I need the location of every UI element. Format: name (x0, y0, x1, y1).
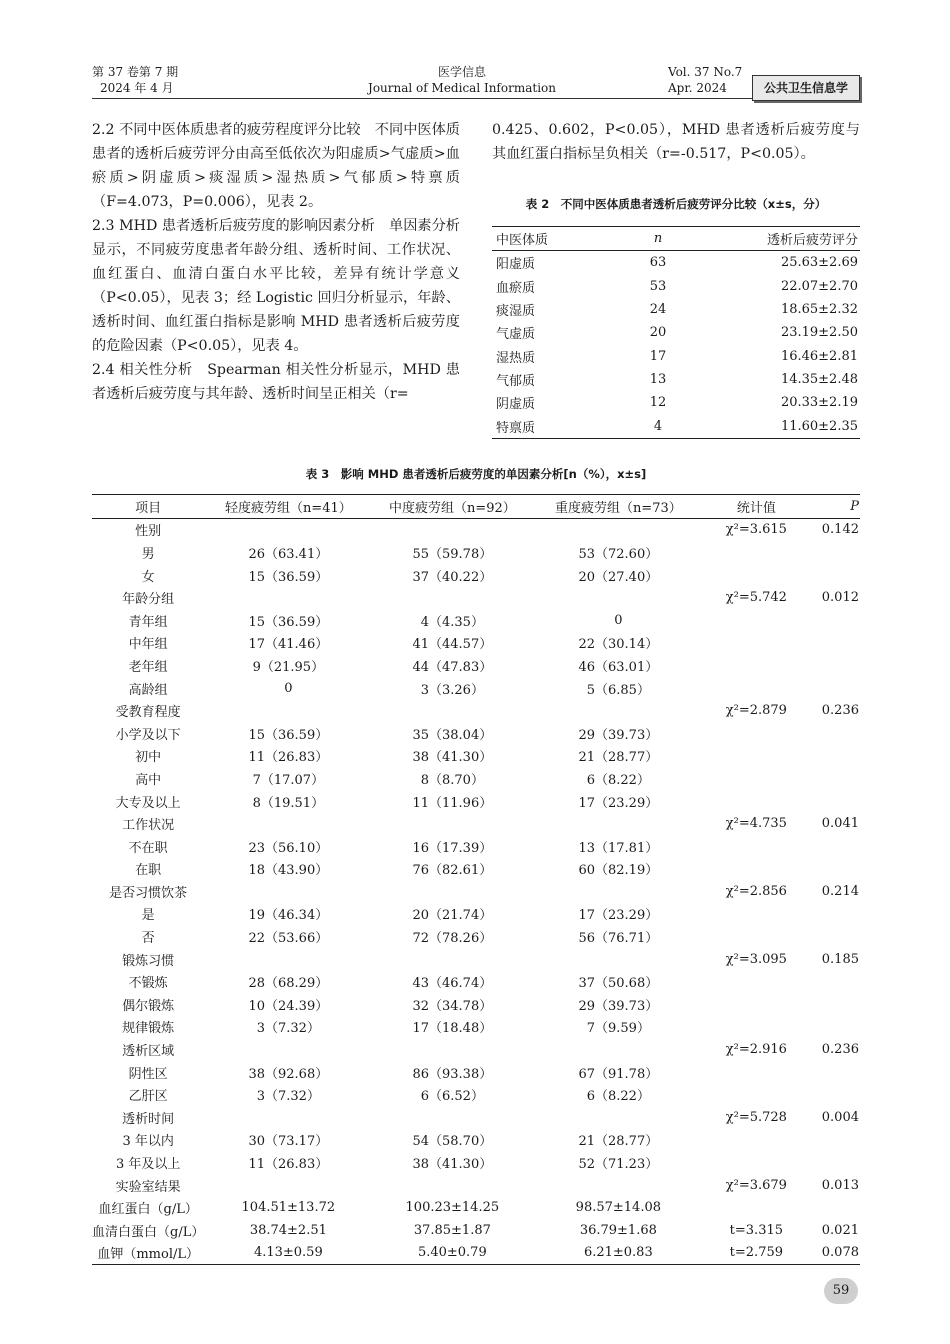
table3-row-cell (704, 835, 808, 858)
table3-row (92, 1196, 860, 1219)
table3-row (92, 903, 860, 926)
table3-row-cell (808, 541, 860, 564)
table3-row-cell (704, 858, 808, 881)
table3-row (92, 1061, 860, 1084)
table3-row-cell (704, 722, 808, 745)
table3-row-cell (704, 745, 808, 768)
table3-row-cell: 53（72.60） (578, 546, 659, 562)
table3-row-cell (372, 699, 532, 722)
table3-row-cell: 高龄组 (128, 682, 168, 698)
table3-row-cell: 男 (141, 546, 155, 562)
table3-row-cell (808, 858, 860, 881)
table2-row-cell: 23.19±2.50 (780, 325, 858, 341)
table3-row-cell (808, 722, 860, 745)
table3-row-cell (372, 812, 532, 835)
table3-row-cell (532, 1174, 704, 1197)
table2-row (492, 344, 860, 367)
table3-row-cell (808, 1016, 860, 1039)
table3-row-cell: χ²=2.916 (725, 1042, 787, 1058)
table3-row-cell: 13（17.81） (578, 840, 659, 856)
table3-row-cell (372, 948, 532, 971)
header-rule (92, 98, 858, 99)
table3 (92, 494, 860, 1265)
table3-row-cell: 26（63.41） (248, 546, 329, 562)
table3-row-cell: 锻炼习惯 (122, 953, 175, 969)
table3-row-cell: 98.57±14.08 (575, 1200, 661, 1216)
table3-row-cell: χ²=3.679 (725, 1177, 787, 1193)
section-badge: 公共卫生信息学 (752, 75, 860, 101)
table3-row-cell: 20（21.74） (412, 908, 493, 924)
table3-row-cell (372, 880, 532, 903)
table3-row-cell: 3 年及以上 (115, 1157, 181, 1173)
table3-row (92, 1038, 860, 1061)
table3-caption: 表 3 影响 MHD 患者透析后疲劳度的单因素分析[n（%），x±s] (305, 467, 647, 481)
table3-row-cell: t=3.315 (729, 1222, 784, 1238)
table3-row-cell: 104.51±13.72 (241, 1200, 336, 1216)
table3-row-cell: 老年组 (128, 659, 168, 675)
table3-row-cell: 受教育程度 (115, 705, 181, 721)
table3-row-cell (704, 1151, 808, 1174)
table3-row-cell: 6.21±0.83 (532, 1242, 704, 1265)
table3-row-cell: 6（8.22） (586, 1089, 650, 1105)
table3-row (92, 858, 860, 881)
table3-row-cell (808, 970, 860, 993)
table3-row (92, 654, 860, 677)
table3-row-cell: 28（68.29） (248, 976, 329, 992)
table3-row-cell (532, 518, 704, 541)
table3-row-cell (704, 790, 808, 813)
table3-header: P (808, 495, 860, 519)
table3-row (92, 745, 860, 768)
table3-row (92, 790, 860, 813)
table3-row (92, 1151, 860, 1174)
table3-row-cell (204, 586, 372, 609)
table3-row-cell (808, 1061, 860, 1084)
table3-row-cell (808, 790, 860, 813)
table2-row (492, 414, 860, 438)
table3-row-cell (372, 1106, 532, 1129)
table3-row-cell: 21（28.77） (578, 1134, 659, 1150)
table3-row-cell: 43（46.74） (412, 976, 493, 992)
table3-row-cell: 阴性区 (128, 1066, 168, 1082)
table3-header: 轻度疲劳组（n=41） (204, 495, 372, 519)
table3-row-cell (808, 903, 860, 926)
table3-row-cell: 72（78.26） (412, 931, 493, 947)
table3-row-cell: 20（27.40） (578, 569, 659, 585)
table3-row-cell (204, 1174, 372, 1197)
table3-row-cell: 11（11.96） (412, 795, 493, 811)
header-volume: 第 37 卷第 7 期 2024 年 4 月 (92, 65, 179, 95)
table3-row-cell: 16（17.39） (412, 840, 493, 856)
table2-row (492, 298, 860, 321)
table3-row-cell: 是 (141, 908, 155, 924)
table3-row-cell: 17（23.29） (578, 795, 659, 811)
table2-row-cell: 63 (649, 255, 667, 271)
table3-row (92, 925, 860, 948)
table3-row-cell (704, 993, 808, 1016)
table2-row (492, 275, 860, 298)
table3-row-cell: 大专及以上 (115, 795, 181, 811)
table3-row-cell: 60（82.19） (578, 863, 659, 879)
table3-row-cell: 性别 (135, 524, 162, 540)
table3-row-cell (532, 699, 704, 722)
table3-row-cell: 0.012 (821, 590, 859, 606)
table3-row-cell: 11（26.83） (248, 1157, 329, 1173)
table3-row-cell: 38（92.68） (248, 1066, 329, 1082)
table3-row-cell: 29（39.73） (578, 998, 659, 1014)
table2-row-cell: 53 (649, 278, 667, 294)
table3-row-cell (808, 745, 860, 768)
table3-row-cell (532, 948, 704, 971)
table3-row-cell: χ²=2.856 (725, 883, 787, 899)
table3-row (92, 1083, 860, 1106)
table3-row-cell: χ²=2.879 (725, 703, 787, 719)
table3-row-cell (808, 654, 860, 677)
table3-row-cell: 血钾（mmol/L） (92, 1242, 204, 1265)
table3-row-cell: 乙肝区 (128, 1089, 168, 1105)
table2-row-cell: 气虚质 (496, 327, 536, 343)
table3-row-cell (808, 1083, 860, 1106)
table3-row-cell: 透析时间 (122, 1111, 175, 1127)
table3-row (92, 880, 860, 903)
table3-row-cell: 29（39.73） (578, 727, 659, 743)
table3-row-cell (704, 677, 808, 700)
table3-row-cell: 19（46.34） (248, 908, 329, 924)
table3-row-cell (204, 812, 372, 835)
table3-row-cell: 0.142 (821, 522, 859, 538)
table3-row-cell: 0.021 (821, 1222, 859, 1238)
table2-row-cell: 13 (649, 371, 667, 387)
table2-row-cell: 20 (649, 325, 667, 341)
table3-row-cell (204, 948, 372, 971)
table3-row (92, 1174, 860, 1197)
table3-row-cell: 中年组 (128, 637, 168, 653)
table2-row (492, 368, 860, 391)
table3-row-cell: 17（18.48） (412, 1021, 493, 1037)
table3-row-cell: 38.74±2.51 (249, 1222, 327, 1238)
paragraph-2-4: 2.4 相关性分析 Spearman 相关性分析显示，MHD 患者透析后疲劳度与其年龄、透析时间呈正相关（r= (92, 362, 460, 402)
table3-row-cell (704, 1083, 808, 1106)
table3-row-cell: 54（58.70） (412, 1134, 493, 1150)
table3-row-cell (704, 541, 808, 564)
table2-row-cell: 湿热质 (496, 350, 536, 366)
table3-row-cell: 透析区域 (122, 1044, 175, 1060)
table3-row-cell (704, 1016, 808, 1039)
header-issue: Vol. 37 No.7 Apr. 2024 (668, 65, 743, 95)
table3-row-cell: 5.40±0.79 (372, 1242, 532, 1265)
table3-row-cell (808, 1151, 860, 1174)
table2-row-cell: 4 (616, 414, 700, 438)
table2-row (492, 251, 860, 275)
table3-row-cell: 在职 (135, 863, 162, 879)
table3-row-cell: 7（17.07） (252, 772, 325, 788)
table3-row-cell: 38（41.30） (412, 1157, 493, 1173)
table3-row-cell (704, 1129, 808, 1152)
table3-row-cell: 67（91.78） (578, 1066, 659, 1082)
table3-row-cell: 4.13±0.59 (204, 1242, 372, 1265)
table3-row-cell: 37（40.22） (412, 569, 493, 585)
table3-row-cell: 工作状况 (122, 818, 175, 834)
table3-row-cell: 0.236 (821, 1042, 859, 1058)
table3-row-cell: 32（34.78） (412, 998, 493, 1014)
table3-row-cell: 3（3.26） (420, 682, 484, 698)
table3-row (92, 812, 860, 835)
table3-row-cell (808, 1196, 860, 1219)
table2-row-cell: 11.60±2.35 (700, 414, 860, 438)
table3-row-cell: 3 年以内 (122, 1134, 174, 1150)
table3-row-cell: 23（56.10） (248, 840, 329, 856)
table3-row-cell (704, 632, 808, 655)
table3-row-cell: 7（9.59） (586, 1021, 650, 1037)
table3-row-cell: 血红蛋白（g/L） (98, 1202, 198, 1218)
paragraph-2-3: 2.3 MHD 患者透析后疲劳度的影响因素分析 单因素分析显示，不同疲劳度患者年龄分组、透析时间、工作状况、血红蛋白、血清白蛋白水平比较，差异有统计学意义（P<0.05），见表 3；经 Logistic 回归分析显示，年龄、透析时间、血红蛋白指标是影响 MHD 患者透析后疲劳度的危险因素（P<0.05），见表 4。 (92, 218, 460, 354)
table3-row-cell: 35（38.04） (412, 727, 493, 743)
table3-row-cell: 0.185 (821, 951, 859, 967)
table3-row-cell (372, 1038, 532, 1061)
table3-row-cell (532, 1106, 704, 1129)
table3-row-cell: χ²=3.615 (725, 522, 787, 538)
table3-row (92, 767, 860, 790)
table3-row-cell (808, 925, 860, 948)
table3-row-cell: 实验室结果 (115, 1179, 181, 1195)
table3-row (92, 993, 860, 1016)
table3-row-cell (204, 880, 372, 903)
table3-row-cell: 22（53.66） (248, 931, 329, 947)
table3-row (92, 722, 860, 745)
table3-row-cell: 不在职 (128, 840, 168, 856)
table2-row-cell: 气郁质 (496, 373, 536, 389)
table3-row-cell: 3（7.32） (256, 1089, 320, 1105)
table3-row-cell: 年龄分组 (122, 592, 175, 608)
table3-header-row (92, 495, 860, 519)
table3-row (92, 541, 860, 564)
table3-row-cell: 初中 (135, 750, 162, 766)
table2-row-cell: 20.33±2.19 (780, 395, 858, 411)
table3-row (92, 948, 860, 971)
table3-row-cell (808, 835, 860, 858)
table2-header: 透析后疲劳评分 (700, 227, 860, 251)
table3-row-cell (204, 1038, 372, 1061)
table3-row-cell (704, 609, 808, 632)
table2-row-cell: 22.07±2.70 (780, 278, 858, 294)
table3-row-cell: 0.004 (821, 1109, 859, 1125)
table3-row-cell: 15（36.59） (248, 569, 329, 585)
table2-row-cell: 24 (649, 302, 667, 318)
table3-header: 重度疲劳组（n=73） (532, 495, 704, 519)
table2-row-cell: 14.35±2.48 (780, 371, 858, 387)
table3-row-cell (808, 993, 860, 1016)
table3-row (92, 586, 860, 609)
table3-row-cell (532, 586, 704, 609)
table3-row (92, 1106, 860, 1129)
table3-row-cell (704, 925, 808, 948)
table2-row-cell: 血瘀质 (496, 280, 536, 296)
table2-row-cell: 阳虚质 (496, 257, 536, 273)
table3-row-cell (808, 632, 860, 655)
table3-row-cell: t=2.759 (704, 1242, 808, 1265)
table3-row-cell: 0 (614, 612, 623, 628)
table3-row (92, 632, 860, 655)
table3-row-cell: 37（50.68） (578, 976, 659, 992)
table3-row-cell: 44（47.83） (412, 659, 493, 675)
table3-row-cell (704, 767, 808, 790)
table3-row-cell: 0.041 (821, 816, 859, 832)
table3-row-cell: 10（24.39） (248, 998, 329, 1014)
paragraph-2-4-continued: 0.425、0.602，P<0.05），MHD 患者透析后疲劳度与其血红蛋白指标呈负相关（r=-0.517，P<0.05）。 (492, 122, 860, 162)
table3-row-cell: 46（63.01） (578, 659, 659, 675)
table3-row-cell: 0.013 (821, 1177, 859, 1193)
table3-row-cell: 女 (141, 569, 155, 585)
right-column (492, 118, 860, 166)
table2-row-cell: 阴虚质 (496, 397, 536, 413)
table3-row-cell: 否 (141, 931, 155, 947)
table3-row (92, 970, 860, 993)
table3-row (92, 699, 860, 722)
left-column (92, 118, 460, 406)
table2-header-row (492, 227, 860, 251)
table3-row-cell (704, 970, 808, 993)
table2 (492, 226, 860, 439)
table3-row-cell: 30（73.17） (248, 1134, 329, 1150)
table3-row-cell (808, 564, 860, 587)
table2-row (492, 321, 860, 344)
header-journal: 医学信息 Journal of Medical Information (368, 65, 556, 95)
table3-row-cell: 21（28.77） (578, 750, 659, 766)
table3-row (92, 1219, 860, 1242)
table3-row-cell (372, 586, 532, 609)
table3-row-cell: 不锻炼 (128, 976, 168, 992)
table3-row-cell: 41（44.57） (412, 637, 493, 653)
table3-row-cell (704, 564, 808, 587)
table3-row-cell: 17（23.29） (578, 908, 659, 924)
table3-row-cell: 52（71.23） (578, 1157, 659, 1173)
table2-row-cell: 16.46±2.81 (780, 348, 858, 364)
table3-row-cell: 15（36.59） (248, 614, 329, 630)
table3-row (92, 564, 860, 587)
table2-row-cell: 痰湿质 (496, 304, 536, 320)
paragraph-2-2: 2.2 不同中医体质患者的疲劳程度评分比较 不同中医体质患者的透析后疲劳评分由高至低依次为阳虚质>气虚质>血瘀质>阴虚质>痰湿质>湿热质>气郁质>特禀质（F=4.073，P=0.006），见表 2。 (92, 122, 460, 210)
table3-row-cell: 55（59.78） (412, 546, 493, 562)
table3-row-cell: χ²=5.742 (725, 590, 787, 606)
table3-header: 统计值 (704, 495, 808, 519)
table3-row-cell (204, 518, 372, 541)
page-number: 59 (824, 1278, 858, 1304)
running-header (92, 64, 858, 100)
table3-row-cell: 0.078 (808, 1242, 860, 1265)
table3-row (92, 835, 860, 858)
table3-header: 中度疲劳组（n=92） (372, 495, 532, 519)
table3-row-cell: 18（43.90） (248, 863, 329, 879)
table3-row-cell: 9（21.95） (252, 659, 325, 675)
table3-row-cell (204, 1106, 372, 1129)
table3-row-cell (704, 1061, 808, 1084)
table3-row-cell: 3（7.32） (256, 1021, 320, 1037)
table3-row-cell: 4（4.35） (420, 614, 484, 630)
table3-row-cell: 56（76.71） (578, 931, 659, 947)
table3-header: 项目 (92, 495, 204, 519)
table3-row-cell: 0.214 (821, 883, 859, 899)
table3-row-cell: χ²=5.728 (725, 1109, 787, 1125)
table2-row-cell: 18.65±2.32 (780, 302, 858, 318)
table3-row-cell: 是否习惯饮茶 (109, 885, 188, 901)
table3-row (92, 1242, 860, 1265)
table3-row-cell: 22（30.14） (578, 637, 659, 653)
table3-row-cell: 76（82.61） (412, 863, 493, 879)
table3-row-cell: 8（8.70） (420, 772, 484, 788)
table2-row-cell: 25.63±2.69 (780, 255, 858, 271)
table3-row-cell (704, 654, 808, 677)
table2-header: n (616, 227, 700, 251)
table3-row-cell: 规律锻炼 (122, 1021, 175, 1037)
table3-row-cell: 11（26.83） (248, 750, 329, 766)
table3-row-cell: 37.85±1.87 (413, 1222, 491, 1238)
table3-row-cell (808, 677, 860, 700)
table3-row-cell (808, 609, 860, 632)
table3-row-cell (532, 880, 704, 903)
table3-row-cell: 17（41.46） (248, 637, 329, 653)
table3-row-cell: 偶尔锻炼 (122, 998, 175, 1014)
table3-row-cell (808, 1129, 860, 1152)
table3-row-cell: χ²=4.735 (725, 816, 787, 832)
table2-row-cell: 特禀质 (492, 414, 616, 438)
table2-row-cell: 17 (649, 348, 667, 364)
table3-row-cell (532, 1038, 704, 1061)
table2-header: 中医体质 (492, 227, 616, 251)
table3-row-cell (204, 699, 372, 722)
table3-row-cell: 6（8.22） (586, 772, 650, 788)
table3-row-cell: 高中 (135, 772, 162, 788)
table3-row-cell (704, 903, 808, 926)
table3-row-cell: 6（6.52） (420, 1089, 484, 1105)
table3-row-cell: 86（93.38） (412, 1066, 493, 1082)
table3-row-cell: 100.23±14.25 (405, 1200, 500, 1216)
table3-row-cell: 0 (284, 680, 293, 696)
table3-row-cell: 36.79±1.68 (579, 1222, 657, 1238)
table3-row (92, 518, 860, 541)
table3-row-cell (532, 812, 704, 835)
table2-row (492, 391, 860, 414)
table3-row-cell (808, 767, 860, 790)
table2-caption: 表 2 不同中医体质患者透析后疲劳评分比较（x±s，分） (525, 197, 827, 211)
table3-row-cell: 5（6.85） (586, 682, 650, 698)
table3-row (92, 609, 860, 632)
table3-row-cell: 0.236 (821, 703, 859, 719)
table2-row-cell: 12 (649, 395, 667, 411)
table3-row-cell: 38（41.30） (412, 750, 493, 766)
table3-row (92, 677, 860, 700)
table3-row-cell: 小学及以下 (115, 727, 181, 743)
table3-row-cell: 血清白蛋白（g/L） (92, 1224, 205, 1240)
table3-row-cell (372, 518, 532, 541)
table3-row-cell: 青年组 (128, 614, 168, 630)
table3-row-cell (704, 1196, 808, 1219)
table3-row-cell: 8（19.51） (252, 795, 325, 811)
table3-row-cell: χ²=3.095 (725, 951, 787, 967)
table3-row-cell: 15（36.59） (248, 727, 329, 743)
table3-row-cell (372, 1174, 532, 1197)
table3-row (92, 1016, 860, 1039)
table3-row (92, 1129, 860, 1152)
